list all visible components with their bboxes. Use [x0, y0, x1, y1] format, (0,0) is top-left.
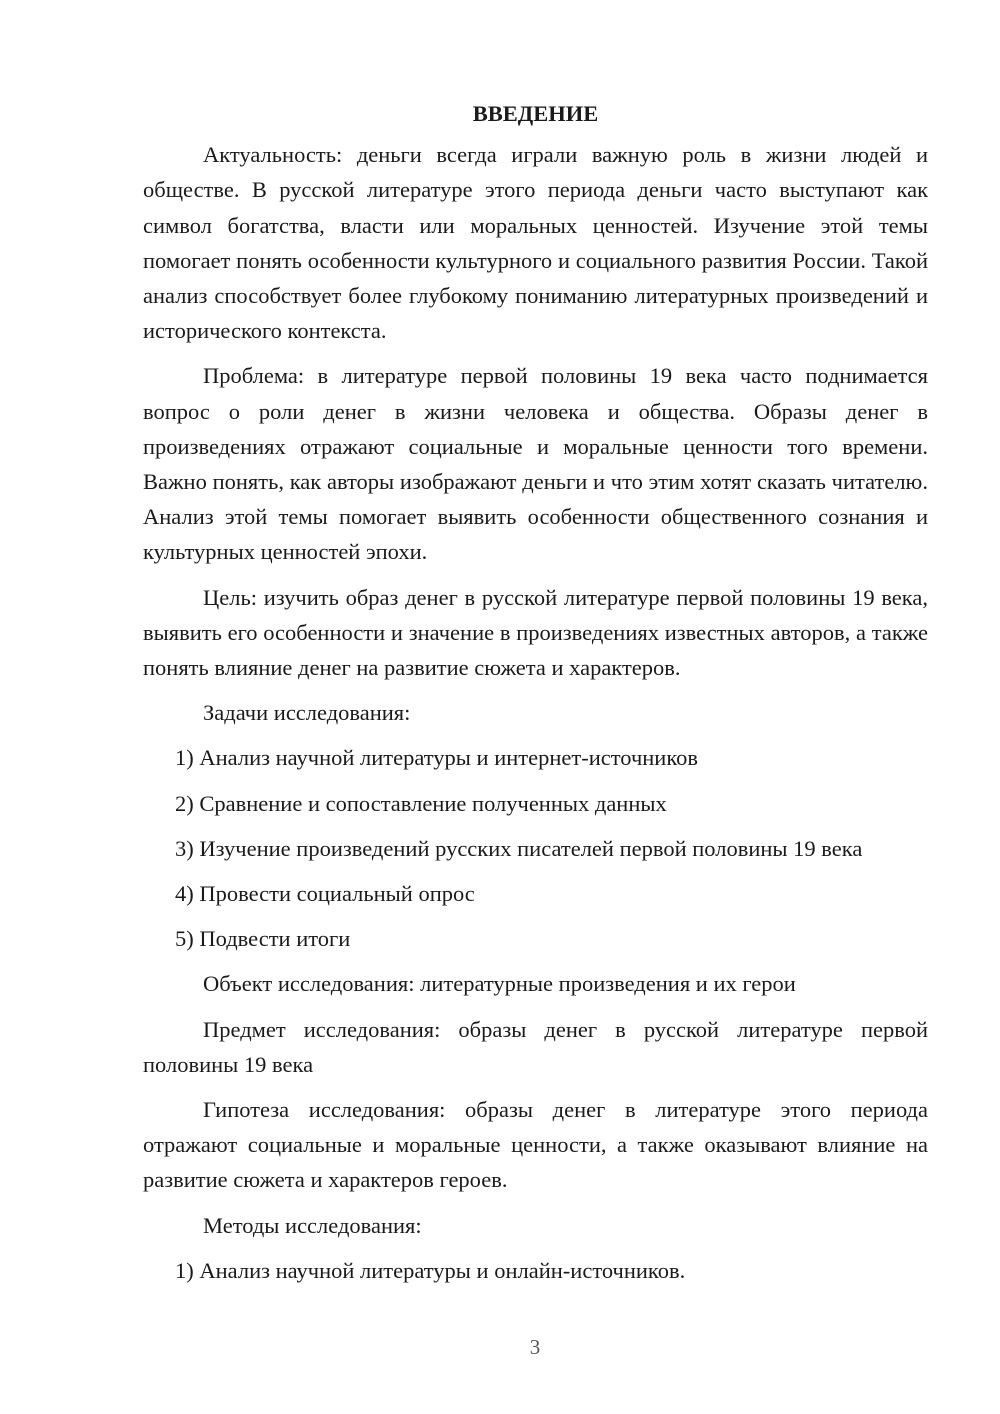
problem-paragraph: Проблема: в литературе первой половины 19 века часто поднимается вопрос о роли денег в жизни человека и общества. Образы денег в произведениях отражают социальные и моральные ценности того времени. Важно понять, как авторы изображают деньги и что этим хотят сказать читателю. Анализ этой темы помогает выявить особенности общественного сознания и культурных ценностей эпохи. [143, 363, 928, 565]
list-item: 4) Провести социальный опрос [175, 881, 475, 907]
goal-paragraph: Цель: изучить образ денег в русской литературе первой половины 19 века, выявить его особенности и значение в произведениях известных авторов, а также понять влияние денег на развитие сюжета и характеров. [143, 584, 928, 681]
list-item: 1) Анализ научной литературы и интернет-источников [175, 745, 699, 771]
methods-list [143, 1253, 928, 1288]
list-item: 1) Анализ научной литературы и онлайн-источников. [175, 1257, 686, 1283]
object-paragraph: Объект исследования: литературные произведения и их герои [203, 971, 796, 997]
list-item: 5) Подвести итоги [175, 926, 351, 952]
list-item: 3) Изучение произведений русских писателей первой половины 19 века [175, 835, 863, 861]
methods-title: Методы исследования: [203, 1212, 422, 1238]
tasks-list [143, 740, 928, 956]
list-item: 2) Сравнение и сопоставление полученных данных [175, 790, 667, 816]
subject-paragraph: Предмет исследования: образы денег в русской литературе первой половины 19 века [143, 1016, 928, 1077]
hypothesis-paragraph: Гипотеза исследования: образы денег в литературе этого периода отражают социальные и моральные ценности, а также оказывают влияние на развитие сюжета и характеров героев. [143, 1097, 928, 1193]
page-content [143, 96, 928, 1298]
page-heading: ВВЕДЕНИЕ [472, 101, 599, 126]
page-number: 3 [529, 1335, 541, 1359]
tasks-title: Задачи исследования: [203, 700, 411, 726]
relevance-paragraph: Актуальность: деньги всегда играли важную роль в жизни людей и обществе. В русской литературе этого периода деньги часто выступают как символ богатства, власти или моральных ценностей. Изучение этой темы помогает понять особенности культурного и социального развития России. Такой анализ способствует более глубокому пониманию литературных произведений и исторического контекста. [143, 142, 928, 344]
